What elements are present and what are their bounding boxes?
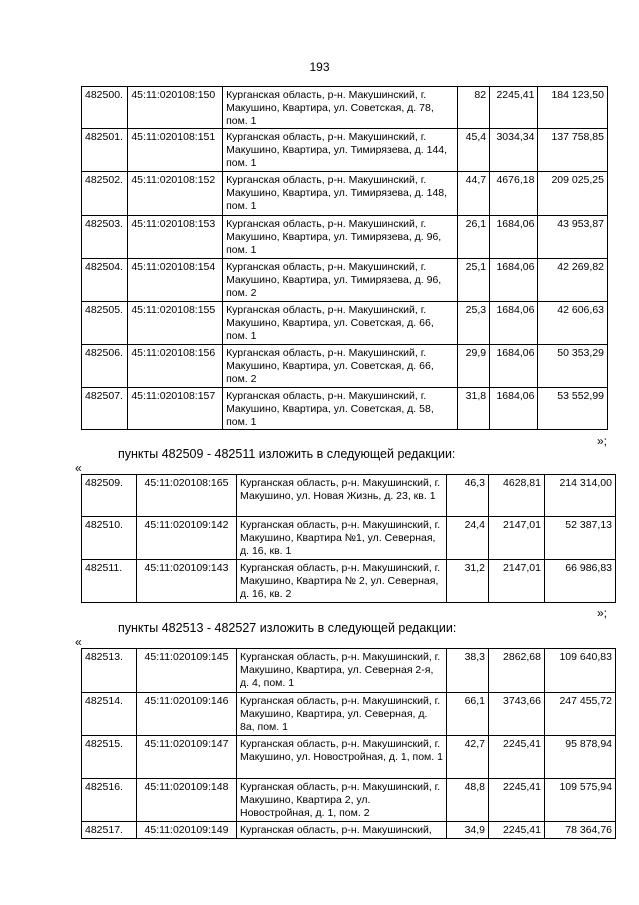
area: 82	[457, 87, 489, 129]
price: 2147,01	[489, 560, 545, 603]
table-row	[82, 822, 616, 839]
total: 247 455,72	[545, 693, 616, 736]
cadastral-number: 45:11:020109:143	[137, 560, 237, 603]
cadastral-number: 45:11:020109:146	[137, 693, 237, 736]
area: 31,2	[447, 560, 489, 603]
area: 42,7	[447, 736, 489, 779]
area: 25,1	[457, 259, 489, 302]
property-table-2	[81, 474, 616, 603]
area: 38,3	[447, 649, 489, 693]
table-row	[82, 259, 608, 302]
table-row	[82, 345, 608, 388]
total: 209 025,25	[538, 172, 608, 216]
price: 2862,68	[489, 649, 545, 693]
address: Курганская область, р-н. Макушинский, г. Макушино, Квартира, ул. Советская, д. 66, пом. 2	[223, 345, 458, 388]
area: 46,3	[447, 475, 489, 517]
cadastral-number: 45:11:020108:154	[128, 259, 223, 302]
address: Курганская область, р-н. Макушинский, г. Макушино, Квартира, ул. Советская, д. 66, пом. 1	[223, 302, 458, 345]
address: Курганская область, р-н. Макушинский, г. Макушино, Квартира, ул. Северная, д. 8а, пом. 1	[237, 693, 447, 736]
item-number: 482513.	[82, 649, 137, 693]
amendment-instruction: пункты 482509 - 482511 изложить в следующей редакции:	[118, 447, 456, 461]
price: 1684,06	[490, 259, 538, 302]
page-number: 193	[309, 60, 330, 74]
item-number: 482501.	[82, 129, 128, 172]
total: 50 353,29	[538, 345, 608, 388]
area: 48,8	[447, 779, 489, 822]
table-row	[82, 779, 616, 822]
total: 66 986,83	[545, 560, 616, 603]
item-number: 482507.	[82, 388, 128, 430]
property-table-3	[81, 648, 616, 839]
cadastral-number: 45:11:020109:147	[137, 736, 237, 779]
total: 78 364,76	[545, 822, 616, 839]
address: Курганская область, р-н. Макушинский, г. Макушино, Квартира, ул. Тимирязева, д. 96, пом. 2	[223, 259, 458, 302]
area: 24,4	[447, 517, 489, 560]
price: 2245,41	[489, 736, 545, 779]
total: 214 314,00	[545, 475, 616, 517]
total: 43 953,87	[538, 216, 608, 259]
price: 1684,06	[490, 302, 538, 345]
price: 4628,81	[489, 475, 545, 517]
item-number: 482500.	[82, 87, 128, 129]
opening-quote: «	[75, 635, 82, 649]
table-row	[82, 736, 616, 779]
table-row	[82, 693, 616, 736]
cadastral-number: 45:11:020108:151	[128, 129, 223, 172]
price: 3743,66	[489, 693, 545, 736]
cadastral-number: 45:11:020108:155	[128, 302, 223, 345]
item-number: 482516.	[82, 779, 137, 822]
opening-quote: «	[75, 461, 82, 475]
total: 109 575,94	[545, 779, 616, 822]
price: 2245,41	[490, 87, 538, 129]
item-number: 482517.	[82, 822, 137, 839]
address: Курганская область, р-н. Макушинский, г. Макушино, Квартира №1, ул. Северная, д. 16, кв. 1	[237, 517, 447, 560]
total: 109 640,83	[545, 649, 616, 693]
address: Курганская область, р-н. Макушинский, г. Макушино, Квартира № 2, ул. Северная, д. 16, кв. 2	[237, 560, 447, 603]
price: 1684,06	[490, 388, 538, 430]
price: 4676,18	[490, 172, 538, 216]
table-row	[82, 475, 616, 517]
area: 45,4	[457, 129, 489, 172]
address: Курганская область, р-н. Макушинский, г. Макушино, Квартира, ул. Тимирязева, д. 144, пом. 1	[223, 129, 458, 172]
address: Курганская область, р-н. Макушинский,	[237, 822, 447, 839]
cadastral-number: 45:11:020109:145	[137, 649, 237, 693]
cadastral-number: 45:11:020109:149	[137, 822, 237, 839]
table-row	[82, 87, 608, 129]
address: Курганская область, р-н. Макушинский, г. Макушино, Квартира, ул. Тимирязева, д. 96, пом. 1	[223, 216, 458, 259]
total: 95 878,94	[545, 736, 616, 779]
address: Курганская область, р-н. Макушинский, г. Макушино, ул. Новая Жизнь, д. 23, кв. 1	[237, 475, 447, 517]
area: 29,9	[457, 345, 489, 388]
cadastral-number: 45:11:020108:153	[128, 216, 223, 259]
item-number: 482502.	[82, 172, 128, 216]
table-row	[82, 172, 608, 216]
address: Курганская область, р-н. Макушинский, г. Макушино, Квартира, ул. Северная 2-я, д. 4, пом. 1	[237, 649, 447, 693]
price: 2245,41	[489, 779, 545, 822]
total: 42 269,82	[538, 259, 608, 302]
cadastral-number: 45:11:020108:165	[137, 475, 237, 517]
price: 1684,06	[490, 216, 538, 259]
total: 137 758,85	[538, 129, 608, 172]
area: 44,7	[457, 172, 489, 216]
area: 66,1	[447, 693, 489, 736]
item-number: 482506.	[82, 345, 128, 388]
cadastral-number: 45:11:020108:157	[128, 388, 223, 430]
area: 31,8	[457, 388, 489, 430]
item-number: 482511.	[82, 560, 137, 603]
price: 2245,41	[489, 822, 545, 839]
table-row	[82, 560, 616, 603]
table-row	[82, 649, 616, 693]
item-number: 482509.	[82, 475, 137, 517]
cadastral-number: 45:11:020109:142	[137, 517, 237, 560]
item-number: 482514.	[82, 693, 137, 736]
cadastral-number: 45:11:020109:148	[137, 779, 237, 822]
address: Курганская область, р-н. Макушинский, г. Макушино, Квартира, ул. Советская, д. 78, пом. 1	[223, 87, 458, 129]
table-row	[82, 517, 616, 560]
price: 3034,34	[490, 129, 538, 172]
item-number: 482503.	[82, 216, 128, 259]
amendment-instruction: пункты 482513 - 482527 изложить в следующей редакции:	[118, 621, 457, 635]
total: 52 387,13	[545, 517, 616, 560]
table-row	[82, 302, 608, 345]
address: Курганская область, р-н. Макушинский, г. Макушино, Квартира, ул. Советская, д. 58, пом. 1	[223, 388, 458, 430]
area: 26,1	[457, 216, 489, 259]
table-row	[82, 388, 608, 430]
total: 42 606,63	[538, 302, 608, 345]
table-row	[82, 129, 608, 172]
address: Курганская область, р-н. Макушинский, г. Макушино, Квартира 2, ул. Новостройная, д. 1, пом. 2	[237, 779, 447, 822]
total: 184 123,50	[538, 87, 608, 129]
table-row	[82, 216, 608, 259]
cadastral-number: 45:11:020108:152	[128, 172, 223, 216]
price: 1684,06	[490, 345, 538, 388]
address: Курганская область, р-н. Макушинский, г. Макушино, Квартира, ул. Тимирязева, д. 148, пом. 1	[223, 172, 458, 216]
cadastral-number: 45:11:020108:156	[128, 345, 223, 388]
area: 25,3	[457, 302, 489, 345]
area: 34,9	[447, 822, 489, 839]
property-table-1	[81, 86, 608, 430]
cadastral-number: 45:11:020108:150	[128, 87, 223, 129]
address: Курганская область, р-н. Макушинский, г. Макушино, ул. Новостройная, д. 1, пом. 1	[237, 736, 447, 779]
item-number: 482515.	[82, 736, 137, 779]
item-number: 482505.	[82, 302, 128, 345]
price: 2147,01	[489, 517, 545, 560]
item-number: 482510.	[82, 517, 137, 560]
closing-quote: »;	[596, 434, 607, 448]
total: 53 552,99	[538, 388, 608, 430]
closing-quote: »;	[596, 606, 607, 620]
item-number: 482504.	[82, 259, 128, 302]
